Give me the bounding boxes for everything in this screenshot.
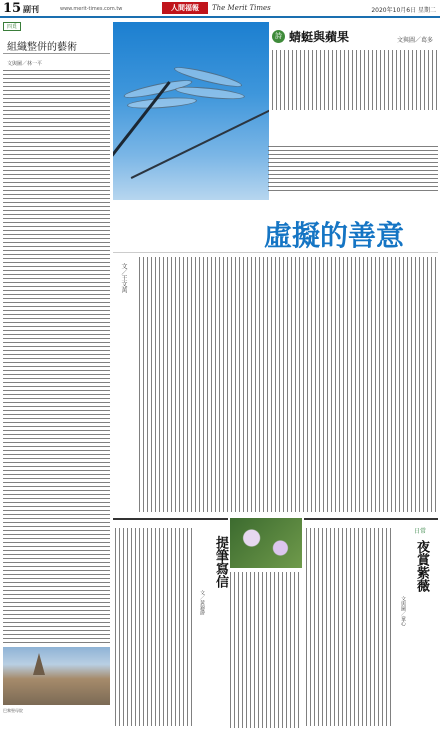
feature-title: 虛擬的善意 [264,219,405,252]
middle-article [113,252,438,514]
site-url[interactable]: www.merit-times.com.tw [60,6,123,12]
section-name: 副刊 [23,5,39,14]
poem-body [272,50,437,110]
column-tag: 四覓 [3,22,21,31]
crape-myrtle-photo [230,518,302,568]
left-article [3,22,110,713]
poem-block [272,26,437,108]
letter-author: 文／黃錦爵 [199,590,205,615]
page-number: 15 [3,1,22,16]
poem-title: 蜻蜓與蘋果 [289,30,350,44]
article-author: 文與圖／林一平 [7,61,43,67]
flower-article [304,518,438,728]
flower-author: 文與圖／童心 [400,596,406,626]
poem-author: 文與圖／葛多 [396,37,433,44]
cathedral-photo [3,647,110,705]
article-title: 組織整併的藝術 [7,42,77,53]
flower-body [306,528,394,726]
title-divider [3,53,110,54]
poem-badge: 詩 [272,30,285,43]
article-body [3,70,110,644]
spire-shape [33,653,45,675]
issue-date: 2020年10月6日 星期二 [371,7,436,14]
middle-author: 文／王文萬 [120,263,127,293]
english-title: The Merit Times [212,4,271,12]
masthead [0,0,440,18]
dragonfly-photo [113,22,269,200]
flower-title: 夜賞紫薇 [414,540,429,592]
letter-body [115,528,195,726]
column-tag: 日常 [414,528,427,535]
branch-shape [131,107,269,179]
wing-shape [127,96,198,111]
middle-body [139,257,439,512]
letter-article [113,518,228,728]
newspaper-logo: 人間福報 [162,2,208,14]
photo-caption: 巴黎聖母院 [3,708,23,713]
letter-title: 提筆寫信 [213,536,228,588]
feature-lead [268,146,438,194]
letter-body-continued [230,572,302,728]
